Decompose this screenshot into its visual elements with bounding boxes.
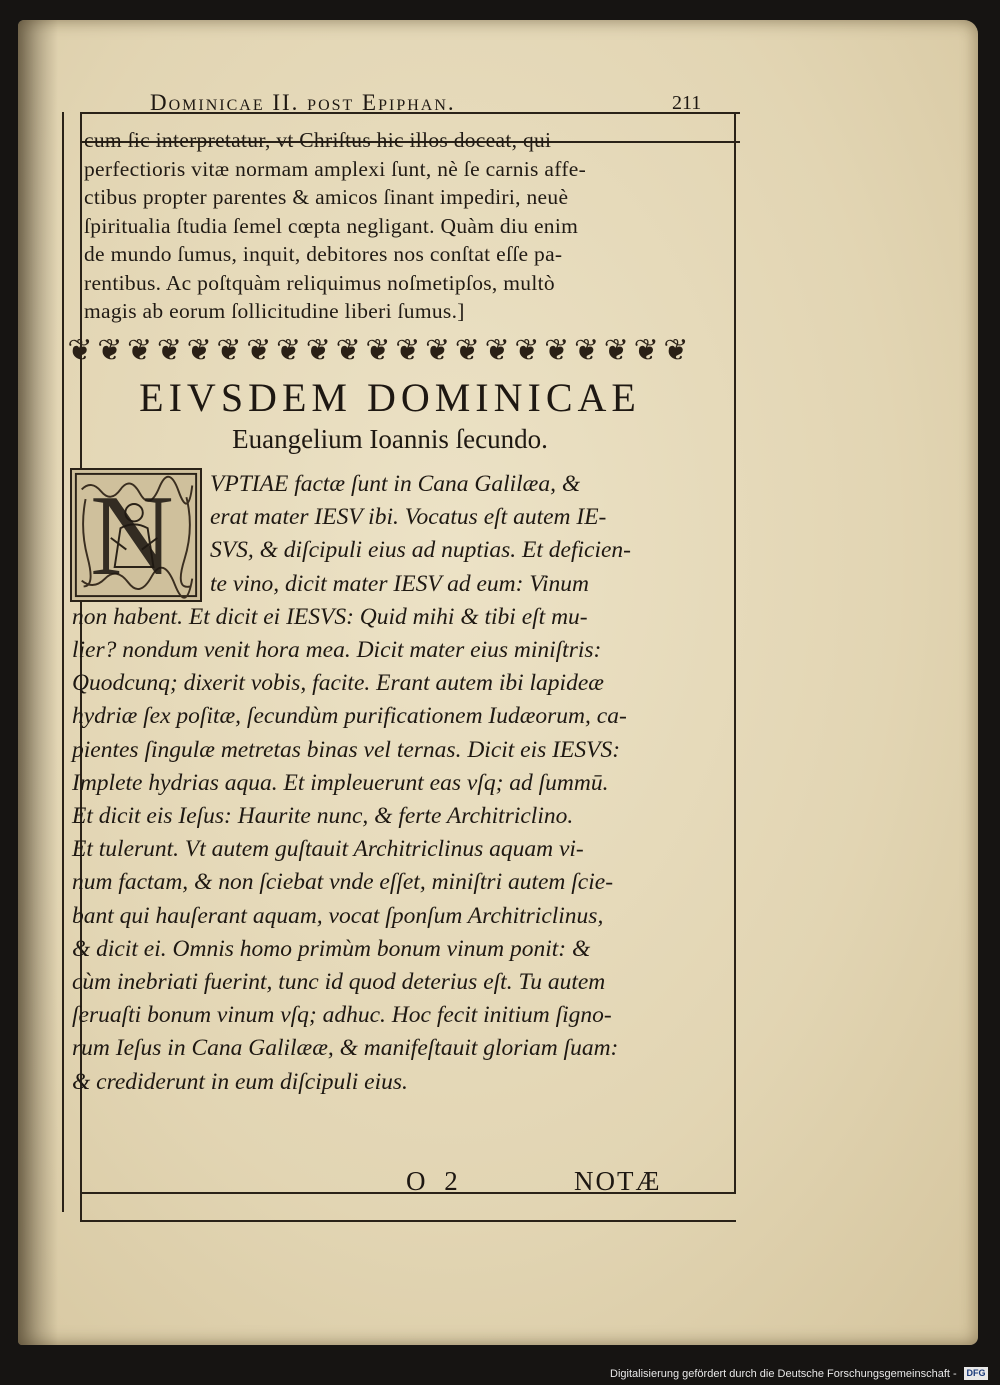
spine-shadow	[18, 20, 58, 1345]
section-subtitle: Euangelium Ioannis ſecundo.	[232, 424, 548, 454]
text-line: te vino, dicit mater IESV ad eum: Vinum	[210, 570, 589, 597]
fleuron-icon: ❦	[216, 333, 242, 367]
text-line: pientes ſingulæ metretas binas vel ternas. Dicit eis IESVS:	[72, 736, 621, 763]
initial-letter: N	[90, 472, 174, 600]
running-head: Dominicae II. post Epiphan.	[150, 90, 456, 115]
text-line: Et tulerunt. Vt autem guſtauit Architriclinus aquam vi-	[72, 836, 584, 863]
text-line: bant qui hauſerant aquam, vocat ſponſum Architriclinus,	[72, 902, 604, 929]
text-line: Quodcunq; dixerit vobis, facite. Erant autem ibi lapideæ	[72, 670, 604, 697]
gospel-text	[72, 468, 712, 1099]
section-title: EIVSDEM DOMINICAE	[139, 375, 641, 420]
text-line: non habent. Et dicit ei IESVS: Quid mihi & tibi eſt mu-	[72, 603, 588, 630]
fleuron-icon: ❦	[276, 333, 302, 367]
text-line: lier? nondum venit hora mea. Dicit mater eius miniſtris:	[72, 637, 602, 664]
commentary-text	[84, 126, 696, 326]
text-line: num factam, & non ſciebat vnde eſſet, miniſtri autem ſcie-	[72, 869, 614, 896]
fleuron-icon: ❦	[484, 333, 510, 367]
text-line: hydriæ ſex poſitæ, ſecundùm purificationem Iudæorum, ca-	[72, 703, 627, 730]
text-line: magis ab eorum ſollicitudine liberi ſumus.]	[84, 299, 465, 323]
fleuron-icon: ❦	[305, 333, 331, 367]
text-line: Et dicit eis Ieſus: Haurite nunc, & ferte Architriclino.	[72, 803, 574, 830]
catchword: NOTÆ	[574, 1166, 662, 1196]
text-line: & crediderunt in eum diſcipuli eius.	[72, 1068, 408, 1095]
page-number: 211	[672, 92, 702, 114]
fleuron-border	[66, 327, 690, 373]
fleuron-icon: ❦	[97, 333, 123, 367]
text-line: de mundo ſumus, inquit, debitores nos conſtat eſſe pa-	[84, 242, 563, 266]
text-line: ſpiritualia ſtudia ſemel cœpta negligant. Quàm diu enim	[84, 213, 579, 238]
text-line: perfectioris vitæ normam amplexi ſunt, nè ſe carnis affe-	[84, 156, 587, 181]
footer-bottom-rule	[80, 1220, 736, 1222]
text-line: cùm inebriati fuerint, tunc id quod deterius eſt. Tu autem	[72, 969, 606, 996]
fleuron-icon: ❦	[156, 333, 182, 367]
fleuron-icon: ❦	[246, 333, 272, 367]
right-frame-rule	[734, 112, 736, 1192]
text-line: rum Ieſus in Cana Galilææ, & manifeſtauit gloriam ſuam:	[72, 1035, 619, 1062]
fleuron-icon: ❦	[663, 333, 689, 367]
fleuron-icon: ❦	[424, 333, 451, 367]
fleuron-icon: ❦	[365, 333, 391, 367]
text-line: ſeruaſti bonum vinum vſq; adhuc. Hoc fecit initium ſigno-	[72, 1002, 612, 1029]
fleuron-icon: ❦	[573, 333, 600, 367]
signature-mark: O 2	[406, 1166, 464, 1196]
fleuron-icon: ❦	[544, 333, 570, 367]
digitization-credit: Digitalisierung gefördert durch die Deutsche Forschungsgemeinschaft -	[610, 1368, 957, 1380]
fleuron-icon: ❦	[603, 333, 629, 367]
fleuron-icon: ❦	[395, 333, 421, 367]
fleuron-icon: ❦	[514, 333, 540, 367]
dfg-logo: DFG	[964, 1367, 988, 1380]
text-line: Implete hydrias aqua. Et impleuerunt eas vſq; ad ſummū.	[72, 769, 609, 796]
fleuron-icon: ❦	[633, 333, 659, 367]
fleuron-icon: ❦	[335, 333, 361, 367]
outer-margin-rule	[62, 112, 64, 1212]
text-line: erat mater IESV ibi. Vocatus eſt autem IE-	[210, 504, 607, 531]
text-line: cum ſic interpretatur, vt Chriſtus hic illos doceat, qui	[84, 128, 552, 152]
text-line: & dicit ei. Omnis homo primùm bonum vinum ponit: &	[72, 935, 591, 962]
fleuron-icon: ❦	[127, 333, 153, 367]
fleuron-icon: ❦	[186, 333, 212, 367]
text-line: SVS, & diſcipuli eius ad nuptias. Et deficien-	[210, 537, 631, 564]
fleuron-icon: ❦	[67, 333, 93, 367]
text-line: VPTIAE factæ ſunt in Cana Galilæa, &	[210, 471, 581, 497]
text-line: rentibus. Ac poſtquàm reliquimus noſmetipſos, multò	[84, 270, 555, 295]
text-line: ctibus propter parentes & amicos ſinant impediri, neuè	[84, 185, 569, 209]
fleuron-icon: ❦	[454, 333, 480, 367]
